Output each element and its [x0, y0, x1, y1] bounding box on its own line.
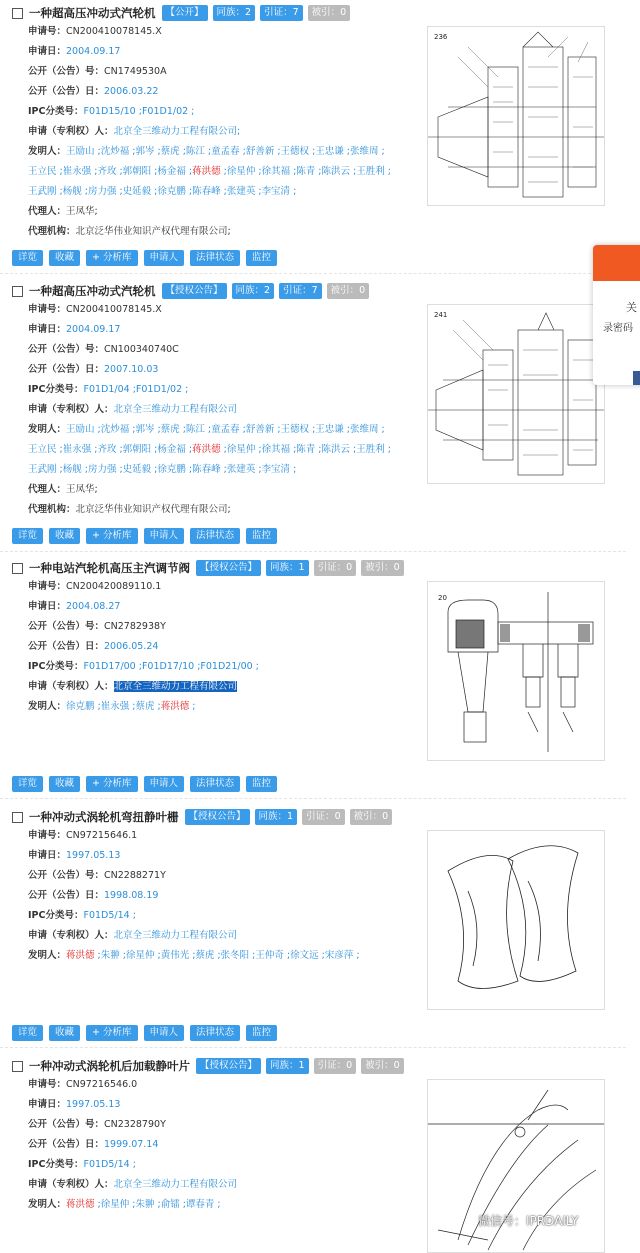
field-label: 公开（公告）日： — [28, 86, 105, 97]
cited-badge[interactable]: 引证：7 — [260, 5, 303, 21]
inventor-row-cont — [28, 165, 391, 179]
action-bar — [12, 1025, 283, 1041]
status-badge: 【授权公告】 — [185, 809, 250, 825]
field-label: 代理机构： — [28, 226, 76, 237]
app-date-row — [28, 849, 120, 863]
cited-badge[interactable]: 引证：7 — [279, 283, 322, 299]
family-badge[interactable]: 同族：2 — [232, 283, 275, 299]
select-checkbox[interactable] — [12, 563, 23, 574]
patent-record — [0, 282, 626, 541]
pub-no: CN2782938Y — [104, 621, 166, 632]
legal-status-button[interactable]: 法律状态 — [190, 250, 240, 266]
legal-status-button[interactable]: 法律状态 — [190, 528, 240, 544]
app-date-link[interactable]: 2004.09.17 — [66, 324, 121, 335]
app-no: CN200410078145.X — [66, 304, 162, 315]
inventor-row — [28, 949, 360, 963]
applicant-row — [28, 929, 237, 943]
cited-by-badge: 被引：0 — [327, 283, 370, 299]
app-date-link[interactable]: 2004.08.27 — [66, 601, 121, 612]
pub-date-link[interactable]: 1998.08.19 — [104, 890, 159, 901]
ipc-row — [28, 105, 194, 119]
inventor-links[interactable]: 王立民 ;崔永强 ;齐玫 ;郭朝阳 ;杨金福 ; — [28, 166, 193, 177]
patent-drawing-thumbnail[interactable] — [427, 304, 605, 484]
applicant-button[interactable]: 申请人 — [144, 528, 185, 544]
record-title-row — [12, 4, 355, 22]
inventor-highlighted[interactable]: 蒋洪德 — [160, 701, 190, 712]
add-analysis-button[interactable]: + 分析库 — [86, 250, 137, 266]
drawing-label: 241 — [434, 311, 448, 319]
field-label: 发明人： — [28, 424, 67, 435]
monitor-button[interactable]: 监控 — [246, 776, 277, 792]
agent-row — [28, 483, 98, 497]
inventor-links[interactable]: ;朱翀 ;徐星仲 ;黄伟光 ;蔡虎 ;张冬阳 ;王仲奇 ;徐文远 ;宋彦萍 ; — [94, 950, 360, 961]
field-label: 公开（公告）号： — [28, 870, 105, 881]
inventor-links[interactable]: 王武刚 ;杨舰 ;房力强 ;史延毅 ;徐克鹏 ;陈春峰 ;张建英 ;李宝清 ; — [28, 186, 297, 197]
record-divider — [0, 273, 626, 275]
action-bar — [12, 250, 283, 266]
app-no-row — [28, 829, 137, 843]
ipc-row — [28, 909, 136, 923]
add-analysis-button[interactable]: + 分析库 — [86, 776, 137, 792]
cited-badge: 引证：0 — [314, 1058, 357, 1074]
ipc-row — [28, 660, 259, 674]
action-bar — [12, 528, 283, 544]
patent-record — [0, 559, 626, 799]
cited-by-badge: 被引：0 — [361, 560, 404, 576]
app-date-row — [28, 323, 120, 337]
field-label: 公开（公告）号： — [28, 1119, 105, 1130]
record-title-row — [12, 559, 409, 577]
valve-drawing — [428, 582, 604, 760]
pub-date-row — [28, 85, 158, 99]
detail-button[interactable]: 详览 — [12, 1025, 43, 1041]
field-label: 申请号： — [28, 581, 67, 592]
inventor-row — [28, 423, 385, 437]
inventor-links[interactable]: 王励山 ;沈炒福 ;郭岑 ;蔡虎 ;陈江 ;童孟春 ;舒善新 ;王德权 ;王忠谦 ;张维周 ; — [66, 146, 385, 157]
applicant-link[interactable]: 北京全三维动力工程有限公司 — [113, 930, 238, 941]
pub-date-link[interactable]: 1999.07.14 — [104, 1139, 159, 1150]
cited-badge: 引证：0 — [314, 560, 357, 576]
favorite-button[interactable]: 收藏 — [49, 250, 80, 266]
family-badge[interactable]: 同族：1 — [255, 809, 298, 825]
status-badge: 【授权公告】 — [196, 1058, 261, 1074]
field-label: 发明人： — [28, 701, 67, 712]
pub-no: CN2288271Y — [104, 870, 166, 881]
agency-row — [28, 503, 231, 517]
blade-drawing — [428, 831, 604, 1009]
applicant-button[interactable]: 申请人 — [144, 1025, 185, 1041]
field-label: 申请日： — [28, 324, 67, 335]
popup-header — [593, 245, 640, 281]
field-label: IPC分类号： — [28, 1159, 84, 1170]
inventor-links[interactable]: ;徐星仲 ;朱翀 ;俞镭 ;谭春青 ; — [94, 1199, 221, 1210]
ipc-links[interactable]: F01D1/04 ;F01D1/02 ; — [83, 384, 189, 395]
applicant-link-selected[interactable]: 北京全三维动力工程有限公司 — [113, 681, 238, 692]
app-no: CN200420089110.1 — [66, 581, 162, 592]
agent: 王凤华; — [66, 206, 98, 217]
app-date-row — [28, 1098, 120, 1112]
detail-button[interactable]: 详览 — [12, 528, 43, 544]
patent-record — [0, 808, 626, 1048]
record-divider — [0, 551, 626, 553]
inventor-row — [28, 145, 385, 159]
drawing-label: 20 — [438, 594, 447, 602]
field-label: 申请号： — [28, 830, 67, 841]
inventor-highlighted[interactable]: 蒋洪德 — [66, 950, 95, 961]
app-no-row — [28, 580, 161, 594]
field-label: IPC分类号： — [28, 910, 84, 921]
favorite-button[interactable]: 收藏 — [49, 528, 80, 544]
inventor-row-cont — [28, 463, 296, 477]
field-label: 申请日： — [28, 1099, 67, 1110]
applicant-link[interactable]: 北京全三维动力工程有限公司 — [113, 404, 238, 415]
patent-record — [0, 4, 626, 263]
record-title-row — [12, 1057, 409, 1075]
pub-date-link[interactable]: 2006.03.22 — [104, 86, 159, 97]
select-checkbox[interactable] — [12, 286, 23, 297]
field-label: 发明人： — [28, 1199, 67, 1210]
inventor-links[interactable]: ; — [189, 701, 196, 712]
app-no: CN200410078145.X — [66, 26, 162, 37]
app-date-row — [28, 45, 120, 59]
legal-status-button[interactable]: 法律状态 — [190, 1025, 240, 1041]
inventor-links[interactable]: 王励山 ;沈炒福 ;郭岑 ;蔡虎 ;陈江 ;童孟春 ;舒善新 ;王德权 ;王忠谦 ;张维周 ; — [66, 424, 385, 435]
ipc-links[interactable]: F01D5/14 ; — [83, 1159, 136, 1170]
legal-status-button[interactable]: 法律状态 — [190, 776, 240, 792]
field-label: 公开（公告）日： — [28, 1139, 105, 1150]
field-label: 申请（专利权）人： — [28, 681, 114, 692]
favorite-button[interactable]: 收藏 — [49, 1025, 80, 1041]
monitor-button[interactable]: 监控 — [246, 528, 277, 544]
field-label: 申请号： — [28, 26, 67, 37]
select-checkbox[interactable] — [12, 8, 23, 19]
pub-no-row — [28, 1118, 166, 1132]
inventor-row — [28, 1198, 221, 1212]
patent-title[interactable]: 一种超高压冲动式汽轮机 — [29, 6, 156, 20]
detail-button[interactable]: 详览 — [12, 776, 43, 792]
pub-no-row — [28, 343, 179, 357]
patent-title[interactable]: 一种冲动式涡轮机后加载静叶片 — [29, 1059, 190, 1073]
applicant-row — [28, 403, 237, 417]
detail-button[interactable]: 详览 — [12, 250, 43, 266]
record-divider — [0, 1047, 626, 1049]
field-label: 申请日： — [28, 46, 67, 57]
applicant-row — [28, 125, 240, 139]
app-date-row — [28, 600, 120, 614]
ipc-row — [28, 1158, 136, 1172]
field-label: IPC分类号： — [28, 661, 84, 672]
patent-drawing-thumbnail[interactable] — [427, 581, 605, 761]
field-label: 申请（专利权）人： — [28, 930, 114, 941]
family-badge[interactable]: 同族：2 — [213, 5, 256, 21]
inventor-links[interactable]: ;徐星仲 ;徐其福 ;陈青 ;陈洪云 ;王胜利 ; — [220, 166, 391, 177]
pub-date-row — [28, 889, 158, 903]
field-label: 申请号： — [28, 304, 67, 315]
field-label: 公开（公告）日： — [28, 641, 105, 652]
app-no-row — [28, 1078, 137, 1092]
status-badge: 【授权公告】 — [196, 560, 261, 576]
select-checkbox[interactable] — [12, 1061, 23, 1072]
patent-drawing-thumbnail[interactable] — [427, 830, 605, 1010]
inventor-row-cont — [28, 185, 296, 199]
agency: 北京泛华伟业知识产权代理有限公司; — [75, 504, 231, 515]
pub-no: CN2328790Y — [104, 1119, 166, 1130]
favorite-button[interactable]: 收藏 — [49, 776, 80, 792]
family-badge[interactable]: 同族：1 — [266, 560, 309, 576]
cited-badge: 引证：0 — [302, 809, 345, 825]
field-label: 申请日： — [28, 601, 67, 612]
pub-date-row — [28, 363, 158, 377]
ipc-links[interactable]: F01D17/00 ;F01D17/10 ;F01D21/00 ; — [83, 661, 259, 672]
status-badge: 【授权公告】 — [162, 283, 227, 299]
field-label: 申请（专利权）人： — [28, 126, 114, 137]
inventor-links[interactable]: 徐克鹏 ;崔永强 ;蔡虎 ; — [66, 701, 161, 712]
agent: 王凤华; — [66, 484, 98, 495]
watermark: 微信号：IPRDAILY — [478, 1214, 579, 1228]
field-label: 代理机构： — [28, 504, 76, 515]
select-checkbox[interactable] — [12, 812, 23, 823]
applicant-row — [28, 1178, 237, 1192]
inventor-highlighted[interactable]: 蒋洪德 — [192, 444, 221, 455]
field-label: 申请日： — [28, 850, 67, 861]
monitor-button[interactable]: 监控 — [246, 250, 277, 266]
pub-no: CN1749530A — [104, 66, 167, 77]
agency-row — [28, 225, 231, 239]
popup-action-button[interactable] — [633, 371, 640, 385]
app-date-link[interactable]: 1997.05.13 — [66, 1099, 121, 1110]
agent-row — [28, 205, 98, 219]
app-no: CN97216546.0 — [66, 1079, 138, 1090]
record-title-row — [12, 282, 374, 300]
app-date-link[interactable]: 1997.05.13 — [66, 850, 121, 861]
field-label: 公开（公告）日： — [28, 890, 105, 901]
turbine-drawing — [428, 305, 604, 483]
record-title-row — [12, 808, 397, 826]
ipc-links[interactable]: F01D15/10 ;F01D1/02 ; — [83, 106, 195, 117]
app-no: CN97215646.1 — [66, 830, 138, 841]
inventor-links[interactable]: 王立民 ;崔永强 ;齐玫 ;郭朝阳 ;杨金福 ; — [28, 444, 193, 455]
field-label: 代理人： — [28, 206, 67, 217]
field-label: IPC分类号： — [28, 384, 84, 395]
field-label: 发明人： — [28, 950, 67, 961]
popup-text: 关 — [626, 301, 637, 314]
pub-no: CN100340740C — [104, 344, 179, 355]
app-no-row — [28, 303, 162, 317]
cited-by-badge: 被引：0 — [361, 1058, 404, 1074]
ipc-links[interactable]: F01D5/14 ; — [83, 910, 136, 921]
ipc-row — [28, 383, 188, 397]
add-analysis-button[interactable]: + 分析库 — [86, 1025, 137, 1041]
app-no-row — [28, 25, 162, 39]
pub-no-row — [28, 620, 166, 634]
patent-drawing-thumbnail[interactable] — [427, 26, 605, 206]
applicant-link[interactable]: 北京全三维动力工程有限公司 — [113, 1179, 238, 1190]
field-label: 公开（公告）号： — [28, 66, 105, 77]
pub-date-link[interactable]: 2006.05.24 — [104, 641, 159, 652]
app-date-link[interactable]: 2004.09.17 — [66, 46, 121, 57]
inventor-row — [28, 700, 195, 714]
field-label: 申请（专利权）人： — [28, 404, 114, 415]
pub-no-row — [28, 869, 166, 883]
pub-date-row — [28, 640, 158, 654]
pub-date-row — [28, 1138, 158, 1152]
record-divider — [0, 798, 626, 800]
applicant-row — [28, 680, 237, 694]
add-analysis-button[interactable]: + 分析库 — [86, 528, 137, 544]
applicant-button[interactable]: 申请人 — [144, 776, 185, 792]
drawing-label: 236 — [434, 33, 448, 41]
monitor-button[interactable]: 监控 — [246, 1025, 277, 1041]
patent-title[interactable]: 一种电站汽轮机高压主汽调节阀 — [29, 561, 190, 575]
inventor-highlighted[interactable]: 蒋洪德 — [66, 1199, 95, 1210]
field-label: 代理人： — [28, 484, 67, 495]
action-bar — [12, 776, 283, 792]
family-badge[interactable]: 同族：1 — [266, 1058, 309, 1074]
applicant-link[interactable]: 北京全三维动力工程有限公司; — [113, 126, 241, 137]
agency: 北京泛华伟业知识产权代理有限公司; — [75, 226, 231, 237]
field-label: 公开（公告）号： — [28, 621, 105, 632]
inventor-highlighted[interactable]: 蒋洪德 — [192, 166, 221, 177]
field-label: 申请（专利权）人： — [28, 1179, 114, 1190]
applicant-button[interactable]: 申请人 — [144, 250, 185, 266]
field-label: 公开（公告）日： — [28, 364, 105, 375]
status-badge: 【公开】 — [162, 5, 208, 21]
patent-title[interactable]: 一种冲动式涡轮机弯扭静叶栅 — [29, 810, 179, 824]
patent-title[interactable]: 一种超高压冲动式汽轮机 — [29, 284, 156, 298]
field-label: 发明人： — [28, 146, 67, 157]
field-label: 申请号： — [28, 1079, 67, 1090]
inventor-row-cont — [28, 443, 391, 457]
login-popup[interactable] — [593, 245, 640, 385]
inventor-links[interactable]: 王武刚 ;杨舰 ;房力强 ;史延毅 ;徐克鹏 ;陈春峰 ;张建英 ;李宝清 ; — [28, 464, 297, 475]
inventor-links[interactable]: ;徐星仲 ;徐其福 ;陈青 ;陈洪云 ;王胜利 ; — [220, 444, 391, 455]
popup-text: 录密码 — [603, 323, 633, 334]
cited-by-badge: 被引：0 — [308, 5, 351, 21]
field-label: IPC分类号： — [28, 106, 84, 117]
field-label: 公开（公告）号： — [28, 344, 105, 355]
cited-by-badge: 被引：0 — [350, 809, 393, 825]
turbine-drawing — [428, 27, 604, 205]
pub-date-link[interactable]: 2007.10.03 — [104, 364, 159, 375]
pub-no-row — [28, 65, 167, 79]
